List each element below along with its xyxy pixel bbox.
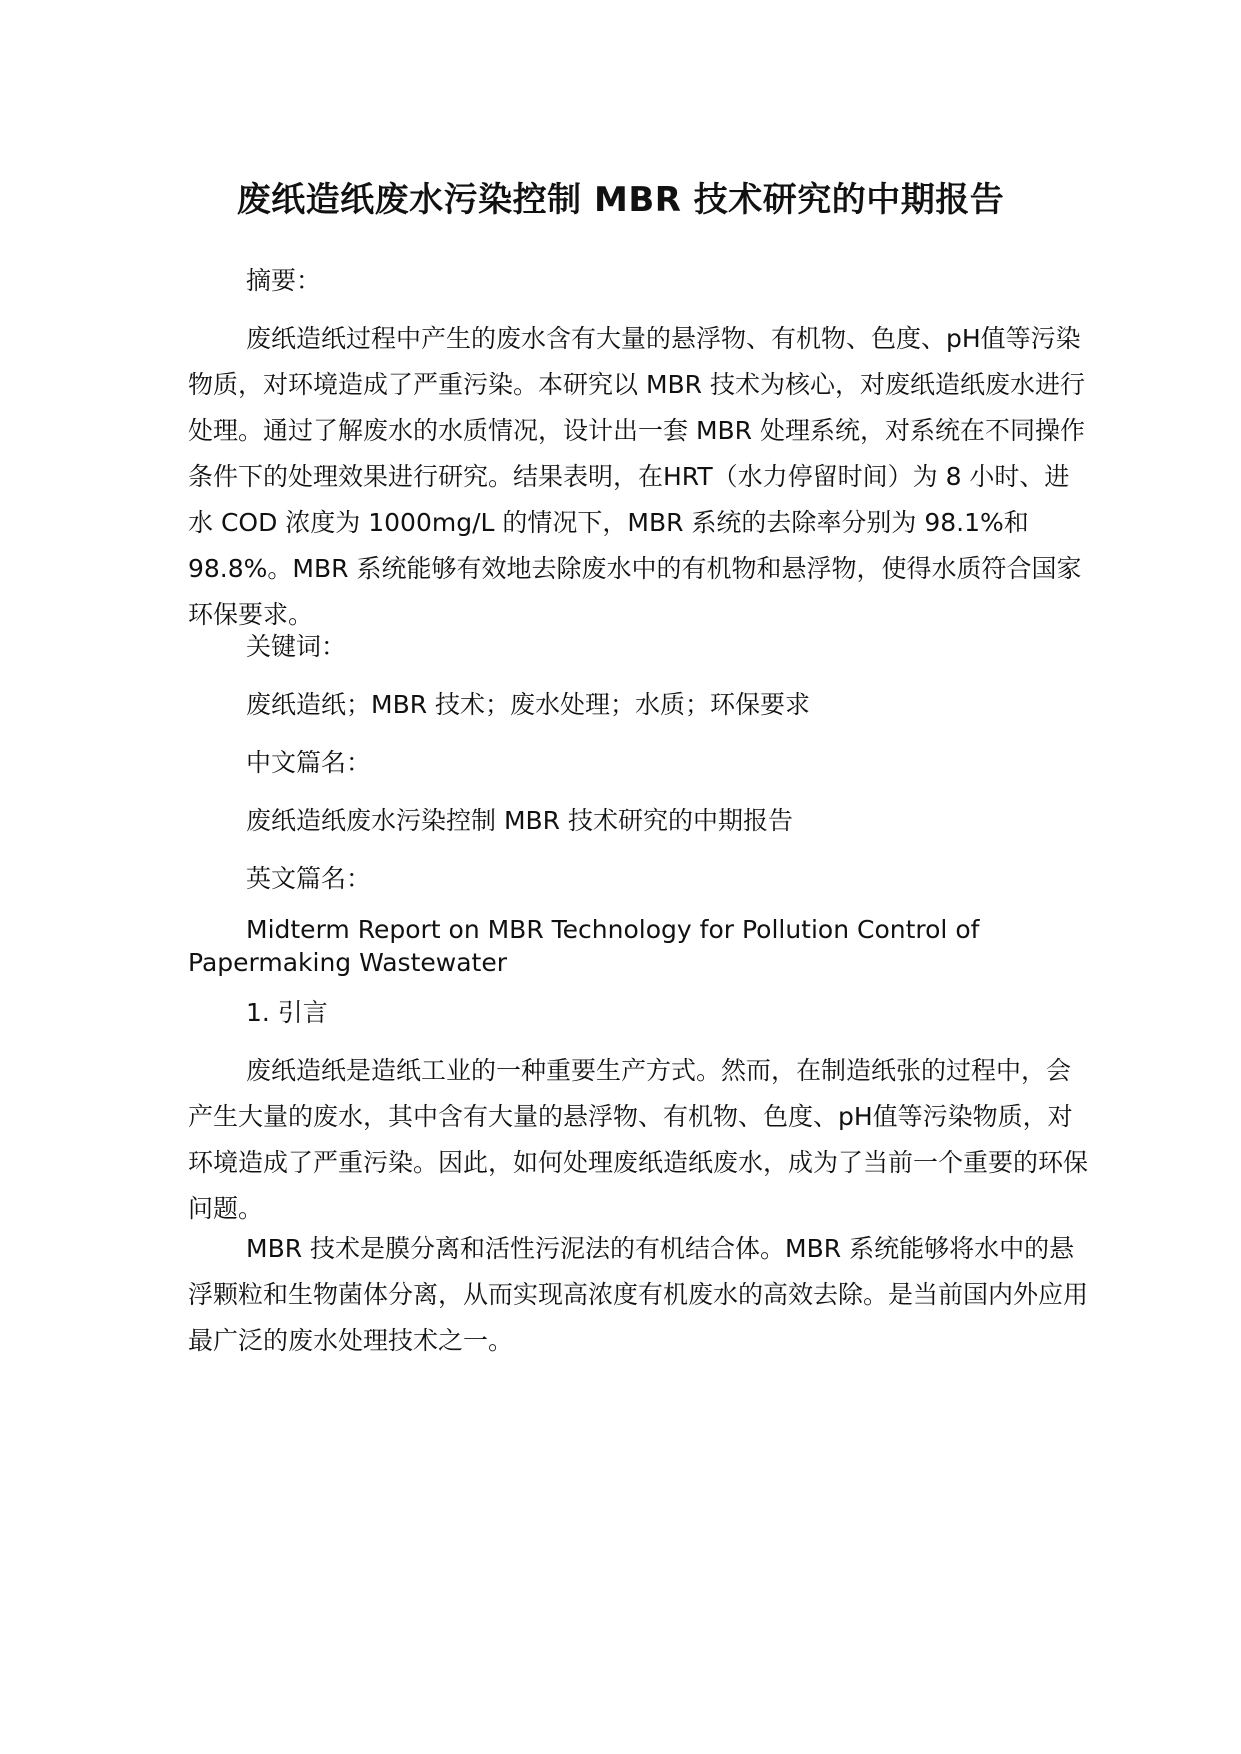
keywords-text: 废纸造纸；MBR 技术；废水处理；水质；环保要求 bbox=[246, 690, 811, 719]
keywords-heading: 关键词： bbox=[246, 632, 347, 661]
english-title-text: Midterm Report on MBR Technology for Pollution Control of Papermaking Wastewater bbox=[188, 915, 980, 977]
abstract-paragraph: 废纸造纸过程中产生的废水含有大量的悬浮物、有机物、色度、pH值等污染物质，对环境造成了严重污染。本研究以 MBR 技术为核心，对废纸造纸废水进行处理。通过了解废水的水质情况，设计出一套 MBR 处理系统，对系统在不同操作条件下的处理效果进行研究。结果表明，在HRT（水力停留时间）为 8 小时、进水 COD 浓度为 1000mg/L 的情况下，MBR 系统的去除率分别为 98.1%和 98.8%。MBR 系统能够有效地去除废水中的有机物和悬浮物，使得水质符合国家环保要求。 bbox=[188, 324, 1085, 629]
document-title: 废纸造纸废水污染控制 MBR 技术研究的中期报告 bbox=[236, 180, 1005, 220]
abstract-heading: 摘要： bbox=[246, 266, 322, 295]
chinese-title-heading: 中文篇名： bbox=[246, 748, 372, 777]
chinese-title-text: 废纸造纸废水污染控制 MBR 技术研究的中期报告 bbox=[246, 806, 793, 835]
section-1-paragraph-2: MBR 技术是膜分离和活性污泥法的有机结合体。MBR 系统能够将水中的悬浮颗粒和生物菌体分离，从而实现高浓度有机废水的高效去除。是当前国内外应用最广泛的废水处理技术之一。 bbox=[188, 1234, 1089, 1355]
english-title-heading: 英文篇名： bbox=[246, 864, 372, 893]
section-1-heading: 1. 引言 bbox=[246, 998, 328, 1027]
section-1-paragraph-1: 废纸造纸是造纸工业的一种重要生产方式。然而，在制造纸张的过程中，会产生大量的废水，其中含有大量的悬浮物、有机物、色度、pH值等污染物质，对环境造成了严重污染。因此，如何处理废纸造纸废水，成为了当前一个重要的环保问题。 bbox=[188, 1056, 1089, 1223]
